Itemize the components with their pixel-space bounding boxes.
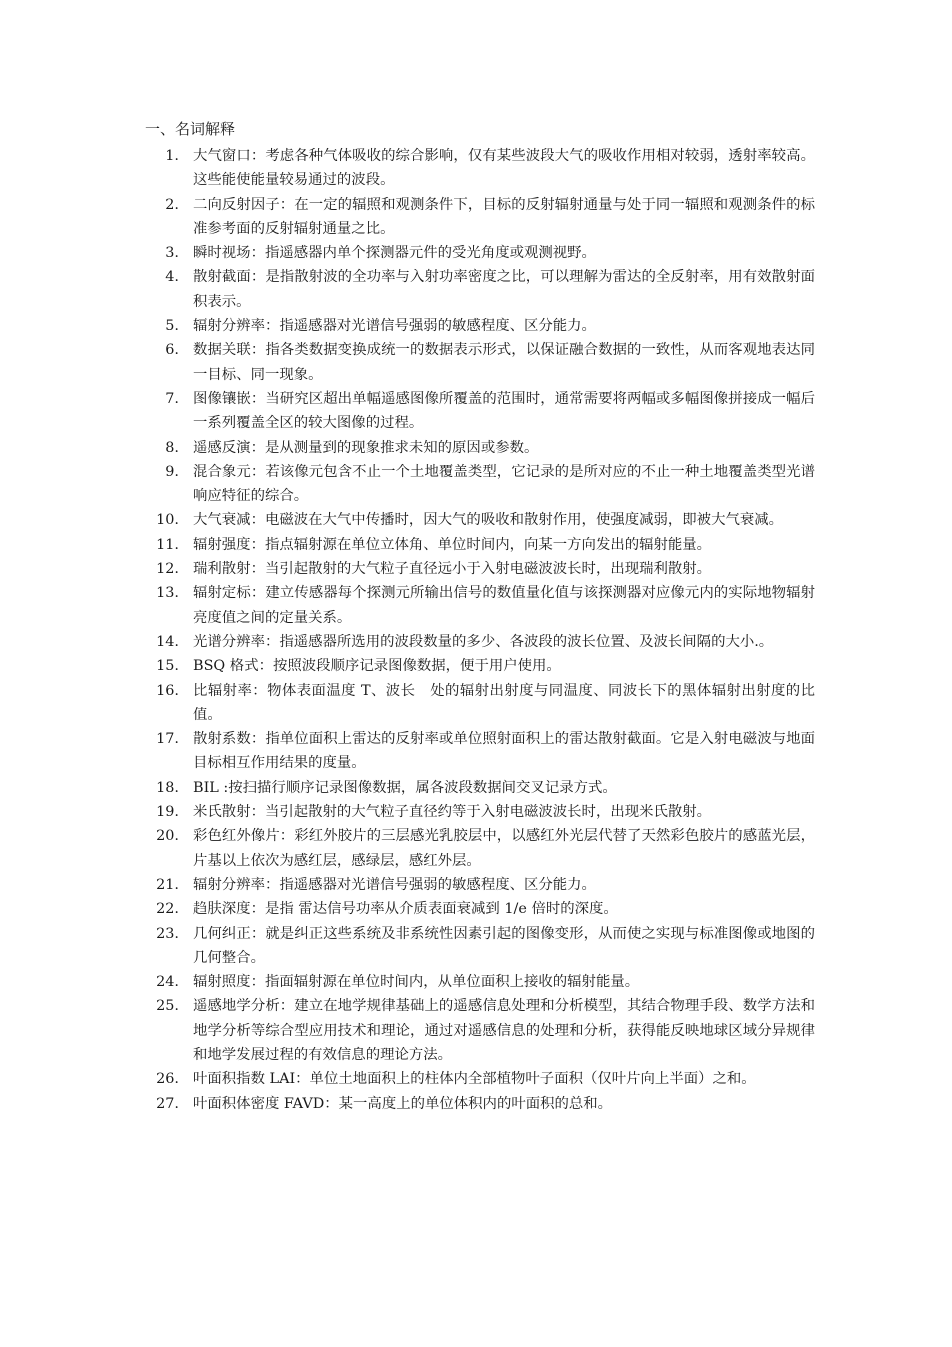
entry-text: 趋肤深度：是指 雷达信号功率从介质表面衰减到 1/e 倍时的深度。 (193, 901, 618, 918)
entry-text: 辐射照度：指面辐射源在单位时间内，从单位面积上接收的辐射能量。 (193, 974, 640, 991)
entry-text: 叶面积体密度 FAVD：某一高度上的单位体积内的叶面积的总和。 (193, 1095, 613, 1112)
entry-number: 1. (165, 148, 179, 164)
glossary-entry (145, 241, 815, 265)
glossary-entry (145, 338, 815, 387)
glossary-entry (145, 922, 815, 971)
entry-text: 混合象元：若该像元包含不止一个土地覆盖类型，它记录的是所对应的不止一种土地覆盖类型光谱响应特征的综合。 (193, 463, 815, 505)
glossary-entry (145, 727, 815, 776)
entry-number: 2. (165, 196, 179, 213)
glossary-entry (145, 314, 815, 338)
glossary-entry (145, 994, 815, 1067)
glossary-entry (145, 679, 815, 728)
entry-text: 米氏散射：当引起散射的大气粒子直径约等于入射电磁波波长时，出现米氏散射。 (193, 804, 712, 821)
glossary-entry (145, 873, 815, 897)
glossary-entry (145, 581, 815, 630)
glossary-entry (145, 1092, 815, 1116)
entry-text: 瞬时视场：指遥感器内单个探测器元件的受光角度或观测视野。 (193, 245, 596, 262)
entry-text: 比辐射率：物体表面温度 T、波长 处的辐射出射度与同温度、同波长下的黑体辐射出射度的比值。 (193, 682, 815, 723)
entry-number: 25. (156, 998, 179, 1015)
glossary-entry (145, 630, 815, 654)
entry-text: 遥感地学分析：建立在地学规律基础上的遥感信息处理和分析模型，其结合物理手段、数学方法和地学分析等综合型应用技术和理论，通过对遥感信息的处理和分析，获得能反映地球区域分异规律和地学发展过程的有效信息的理论方法。 (193, 998, 815, 1063)
glossary-entry (145, 265, 815, 314)
glossary-entry (145, 654, 815, 678)
entry-text: BIL :按扫描行顺序记录图像数据，属各波段数据间交叉记录方式。 (193, 779, 617, 796)
entry-number: 14. (156, 633, 179, 650)
glossary-entry (145, 460, 815, 509)
entry-text: 瑞利散射：当引起散射的大气粒子直径远小于入射电磁波波长时，出现瑞利散射。 (193, 561, 712, 578)
entry-text: 辐射强度：指点辐射源在单位立体角、单位时间内，向某一方向发出的辐射能量。 (193, 536, 712, 553)
glossary-entry (145, 193, 815, 242)
entry-number: 26. (156, 1071, 179, 1088)
entry-text: 叶面积指数 LAI：单位土地面积上的柱体内全部植物叶子面积（仅叶片向上半面）之和。 (193, 1071, 756, 1088)
entry-number: 13. (156, 585, 179, 602)
entry-text: 遥感反演：是从测量到的现象推求未知的原因或参数。 (193, 439, 539, 456)
entry-number: 16. (156, 682, 179, 699)
entry-number: 22. (156, 901, 179, 918)
glossary-entry (145, 436, 815, 460)
entry-number: 3. (165, 245, 179, 262)
entry-number: 4. (165, 269, 179, 286)
entry-number: 10. (156, 512, 179, 529)
glossary-entry (145, 824, 815, 873)
entry-number: 15. (156, 658, 179, 675)
entry-number: 5. (165, 318, 179, 335)
entry-text: 数据关联：指各类数据变换成统一的数据表示形式，以保证融合数据的一致性，从而客观地表达同一目标、同一现象。 (193, 342, 815, 383)
entry-text: 散射截面：是指散射波的全功率与入射功率密度之比，可以理解为雷达的全反射率，用有效散射面积表示。 (193, 269, 815, 310)
entry-number: 8. (165, 439, 179, 456)
entry-text: 辐射分辨率：指遥感器对光谱信号强弱的敏感程度、区分能力。 (193, 876, 596, 893)
entry-text: 彩色红外像片：彩红外胶片的三层感光乳胶层中，以感红外光层代替了天然彩色胶片的感蓝光层，片基以上依次为感红层，感绿层，感红外层。 (193, 828, 815, 869)
entry-number: 12. (156, 561, 179, 578)
glossary-list (145, 144, 815, 1116)
entry-text: 几何纠正：就是纠正这些系统及非系统性因素引起的图像变形，从而使之实现与标准图像或地图的几何整合。 (193, 925, 815, 966)
glossary-entry (145, 533, 815, 557)
entry-number: 17. (156, 731, 179, 748)
entry-number: 11. (156, 536, 179, 553)
entry-text: BSQ 格式：按照波段顺序记录图像数据，便于用户使用。 (193, 658, 561, 675)
entry-number: 23. (156, 925, 179, 942)
entry-text: 大气衰减：电磁波在大气中传播时，因大气的吸收和散射作用，使强度减弱，即被大气衰减。 (193, 512, 784, 529)
entry-number: 7. (165, 390, 179, 407)
entry-number: 6. (165, 342, 179, 359)
entry-text: 图像镶嵌：当研究区超出单幅遥感图像所覆盖的范围时，通常需要将两幅或多幅图像拼接成一幅后一系列覆盖全区的较大图像的过程。 (193, 390, 815, 432)
entry-text: 辐射分辨率：指遥感器对光谱信号强弱的敏感程度、区分能力。 (193, 318, 596, 335)
entry-number: 24. (156, 974, 179, 991)
glossary-entry (145, 508, 815, 532)
entry-text: 大气窗口：考虑各种气体吸收的综合影响，仅有某些波段大气的吸收作用相对较弱，透射率较高。这些能使能量较易通过的波段。 (193, 148, 815, 189)
entry-text: 光谱分辨率：指遥感器所选用的波段数量的多少、各波段的波长位置、及波长间隔的大小.。 (193, 633, 774, 650)
glossary-entry (145, 557, 815, 581)
glossary-entry (145, 1067, 815, 1091)
entry-number: 19. (156, 804, 179, 821)
glossary-entry (145, 897, 815, 921)
entry-text: 散射系数：指单位面积上雷达的反射率或单位照射面积上的雷达散射截面。它是入射电磁波与地面目标相互作用结果的度量。 (193, 731, 815, 772)
entry-number: 20. (156, 828, 179, 845)
entry-number: 18. (156, 779, 179, 796)
glossary-entry (145, 970, 815, 994)
entry-text: 辐射定标：建立传感器每个探测元所输出信号的数值量化值与该探测器对应像元内的实际地物辐射亮度值之间的定量关系。 (193, 585, 815, 626)
entry-text: 二向反射因子：在一定的辐照和观测条件下，目标的反射辐射通量与处于同一辐照和观测条件的标准参考面的反射辐射通量之比。 (193, 196, 815, 237)
entry-number: 9. (165, 463, 179, 480)
entry-number: 21. (156, 876, 179, 893)
section-title: 一、名词解释 (145, 120, 236, 138)
glossary-entry (145, 776, 815, 800)
glossary-entry (145, 144, 815, 193)
entry-number: 27. (156, 1095, 179, 1112)
glossary-entry (145, 800, 815, 824)
glossary-entry (145, 387, 815, 436)
